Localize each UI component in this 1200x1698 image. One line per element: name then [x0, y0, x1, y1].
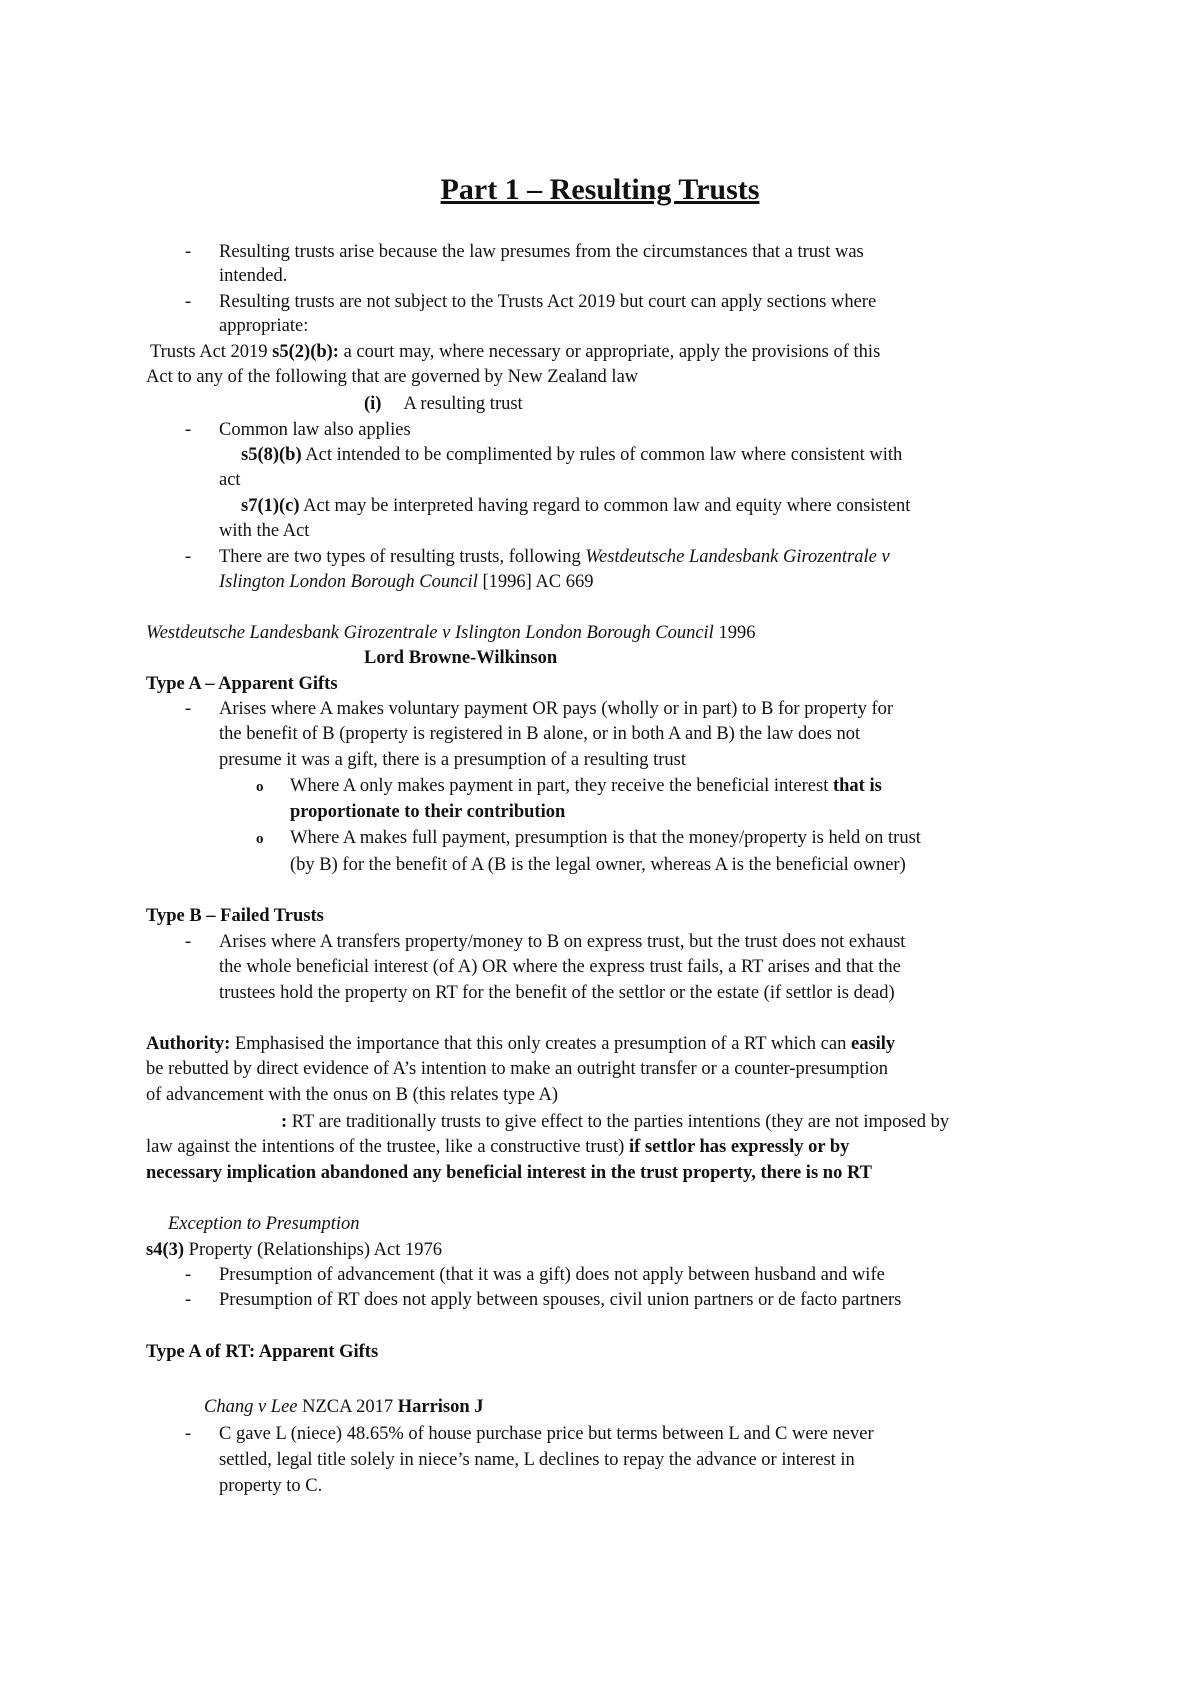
authority-line-6: necessary implication abandoned any beneficial interest in the trust property, there is no RT	[146, 1163, 872, 1183]
authority-line-1	[146, 1032, 895, 1056]
type-a-line-3: presume it was a gift, there is a presumption of a resulting trust	[219, 750, 687, 770]
subsection-text: A resulting trust	[403, 394, 523, 414]
case-name: Islington London Borough Council	[219, 572, 478, 592]
type-a-sub-1-line-2: proportionate to their contribution	[290, 802, 566, 822]
exception-bullet-2: Presumption of RT does not apply between spouses, civil union partners or de facto partners	[219, 1290, 902, 1310]
act-name: Property (Relationships) Act 1976	[184, 1240, 442, 1260]
sub-bullet: o	[256, 831, 264, 847]
sub-bullet: o	[256, 779, 264, 795]
authority-text: Emphasised the importance that this only creates a presumption of a RT which can	[230, 1034, 851, 1054]
section-text: Act intended to be complimented by rules of common law where consistent with	[301, 445, 903, 465]
case-name: Westdeutsche Landesbank Girozentrale v	[585, 547, 890, 567]
case-name: Chang v Lee	[204, 1397, 298, 1417]
bullet-dash: -	[185, 242, 192, 262]
section-5-2-line-2: Act to any of the following that are governed by New Zealand law	[146, 367, 639, 387]
section-text: Act may be interpreted having regard to common law and equity where consistent	[299, 496, 911, 516]
section-5-2-line-1	[150, 340, 880, 364]
authority-line-3: of advancement with the onus on B (this relates type A)	[146, 1085, 559, 1105]
bullet-dash: -	[185, 547, 192, 567]
intro-bullet-1-line-2: intended.	[219, 266, 288, 286]
section-ref: s7(1)(c)	[241, 496, 300, 516]
intro-bullet-4-line-1	[219, 545, 890, 569]
section-ref: s4(3)	[146, 1240, 185, 1260]
citation: [1996] AC 669	[477, 572, 594, 592]
intro-bullet-2-line-2: appropriate:	[219, 316, 309, 336]
act-name: Trusts Act 2019	[150, 342, 273, 362]
chang-line-3: property to C.	[219, 1476, 323, 1496]
bullet-dash: -	[185, 1265, 192, 1285]
type-a-sub-1-line-1	[290, 774, 882, 798]
judge-name: Harrison J	[397, 1397, 484, 1417]
type-a-line-1: Arises where A makes voluntary payment OR pays (wholly or in part) to B for property for	[219, 699, 894, 719]
bullet-dash: -	[185, 699, 192, 719]
authority-text: RT are traditionally trusts to give effect to the parties intentions (they are not imposed by	[287, 1112, 950, 1132]
type-a-sub-2-line-1: Where A makes full payment, presumption is that the money/property is held on trust	[290, 828, 921, 848]
authority-line-2: be rebutted by direct evidence of A’s intention to make an outright transfer or a counter-presumption	[146, 1059, 888, 1079]
page-title: Part 1 – Resulting Trusts	[440, 173, 760, 206]
bullet-dash: -	[185, 1424, 192, 1444]
emphasis: if settlor has expressly or by	[628, 1137, 850, 1157]
section-ref: s5(2)(b):	[272, 342, 339, 362]
bullet-text: There are two types of resulting trusts, following	[219, 547, 586, 567]
subsection-i	[364, 392, 523, 416]
colon-marker: :	[281, 1112, 288, 1132]
chang-line-1: C gave L (niece) 48.65% of house purchase price but terms between L and C were never	[219, 1424, 874, 1444]
authority-line-5	[146, 1135, 849, 1159]
section-7-1-line-1	[241, 494, 910, 518]
type-a-line-2: the benefit of B (property is registered in B alone, or in both A and B) the law does not	[219, 724, 861, 744]
section-text: a court may, where necessary or appropriate, apply the provisions of this	[338, 342, 881, 362]
authority-label: Authority:	[146, 1034, 231, 1054]
case-year: 1996	[713, 623, 756, 643]
bullet-dash: -	[185, 1290, 192, 1310]
court-year: NZCA 2017	[297, 1397, 398, 1417]
intro-bullet-1-line-1: Resulting trusts arise because the law presumes from the circumstances that a trust was	[219, 242, 864, 262]
judge-name: Lord Browne-Wilkinson	[364, 648, 558, 668]
emphasis: easily	[850, 1034, 896, 1054]
type-b-line-3: trustees hold the property on RT for the benefit of the settlor or the estate (if settlor is dead)	[219, 983, 895, 1003]
type-b-heading: Type B – Failed Trusts	[146, 906, 324, 926]
emphasis: that is	[832, 776, 882, 796]
bullet-dash: -	[185, 932, 192, 952]
subsection-number: (i)	[364, 394, 382, 414]
section-ref: s5(8)(b)	[241, 445, 302, 465]
type-a-sub-2-line-2: (by B) for the benefit of A (B is the legal owner, whereas A is the beneficial owner)	[290, 855, 906, 875]
case-name: Westdeutsche Landesbank Girozentrale v Islington London Borough Council	[146, 623, 714, 643]
intro-bullet-2-line-1: Resulting trusts are not subject to the Trusts Act 2019 but court can apply sections where	[219, 292, 877, 312]
type-b-line-2: the whole beneficial interest (of A) OR where the express trust fails, a RT arises and that the	[219, 957, 901, 977]
authority-text: law against the intentions of the trustee, like a constructive trust)	[146, 1137, 629, 1157]
chang-v-lee-case	[204, 1395, 484, 1419]
intro-bullet-4-line-2	[219, 570, 593, 594]
section-5-8-line-1	[241, 443, 902, 467]
exception-heading: Exception to Presumption	[168, 1214, 360, 1234]
type-b-line-1: Arises where A transfers property/money to B on express trust, but the trust does not exhaust	[219, 932, 906, 952]
westdeutsche-case	[146, 621, 755, 645]
intro-bullet-3: Common law also applies	[219, 420, 411, 440]
sub-bullet-text: Where A only makes payment in part, they receive the beneficial interest	[290, 776, 833, 796]
chang-line-2: settled, legal title solely in niece’s name, L declines to repay the advance or interest in	[219, 1450, 855, 1470]
bullet-dash: -	[185, 292, 192, 312]
bullet-dash: -	[185, 420, 192, 440]
section-5-8-line-2: act	[219, 470, 241, 490]
authority-line-4	[281, 1110, 949, 1134]
type-a-rt-heading: Type A of RT: Apparent Gifts	[146, 1342, 379, 1362]
section-7-1-line-2: with the Act	[219, 521, 310, 541]
exception-bullet-1: Presumption of advancement (that it was a gift) does not apply between husband and wife	[219, 1265, 885, 1285]
exception-act	[146, 1238, 442, 1262]
type-a-heading: Type A – Apparent Gifts	[146, 674, 338, 694]
